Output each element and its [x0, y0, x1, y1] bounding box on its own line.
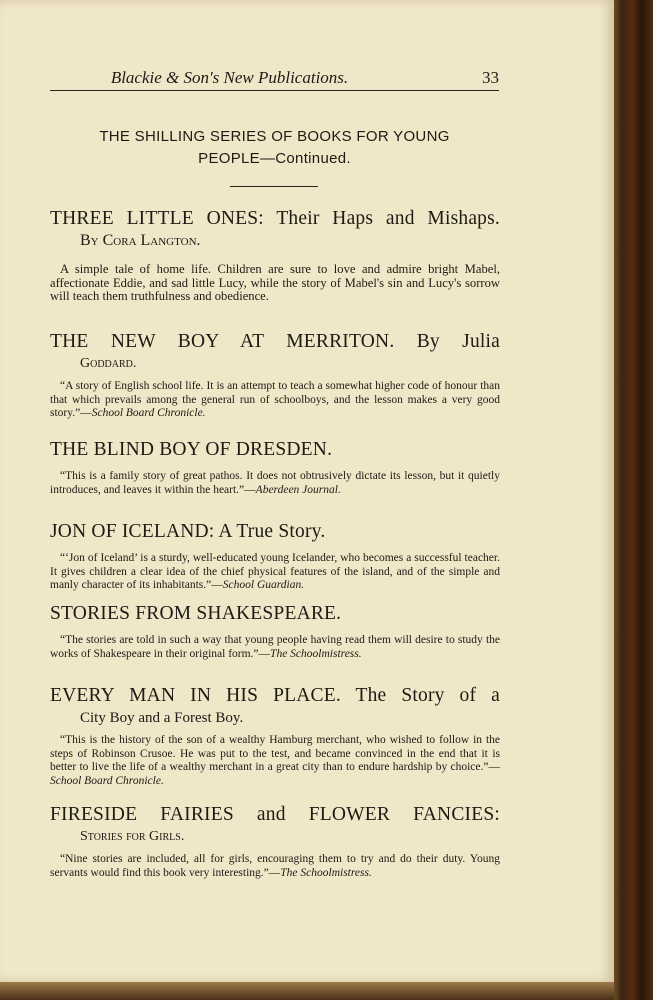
book-title: JON OF ICELAND: A True Story.: [50, 521, 326, 542]
section-divider: [230, 186, 318, 187]
review-source: The Schoolmistress.: [280, 866, 372, 879]
page-header: [50, 68, 499, 91]
book-description: [50, 552, 500, 593]
description-text: “Nine stories are included, all for girls, encouraging them to try and do their duty. Young servants would find this book very interesting.”—: [50, 853, 500, 879]
book-entry: [50, 602, 500, 661]
book-spine: [614, 0, 653, 1000]
review-source: Aberdeen Journal.: [255, 483, 341, 496]
book-title: THE BLIND BOY OF DRESDEN.: [50, 439, 333, 460]
book-title: FIRESIDE FAIRIES and FLOWER FANCIES:: [50, 804, 500, 825]
page-number: 33: [482, 68, 499, 87]
book-entry: [50, 438, 500, 497]
running-head: Blackie & Son's New Publications.: [110, 68, 349, 87]
book-entry: [50, 330, 500, 421]
book-description: [50, 734, 500, 788]
book-entry: [50, 684, 500, 788]
description-text: “This is a family story of great pathos. It does not obtrusively dictate its lesson, but it quietly introduces, and leaves it within the heart.”—: [50, 470, 500, 496]
book-author: By Cora Langton.: [80, 232, 201, 249]
book-description: [50, 470, 500, 497]
book-description: [50, 380, 500, 421]
book-title: STORIES FROM SHAKESPEARE.: [50, 603, 342, 624]
book-title: THREE LITTLE ONES: Their Haps and Mishaps.: [50, 208, 500, 229]
book-description: [50, 263, 500, 304]
series-title-line-2: PEOPLE—Continued.: [198, 150, 351, 167]
description-text: “This is the history of the son of a wealthy Hamburg merchant, who wished to follow in the steps of Robinson Crusoe. He was put to the test, and became convinced in the end that it is better to live the life of a wealthy merchant in a great city than to endure hardship by choice.”—: [50, 734, 500, 773]
review-source: School Board Chronicle.: [91, 407, 206, 419]
description-text: “The stories are told in such a way that young people having read them will desire to study the works of Shakespeare in their original form.”—: [50, 634, 500, 660]
book-description: [50, 853, 500, 880]
page-bottom-edge: [0, 982, 614, 1000]
book-entry: [50, 803, 500, 880]
book-subtitle: City Boy and a Forest Boy.: [80, 710, 244, 726]
book-entry: [50, 520, 500, 593]
description-text: “‘Jon of Iceland’ is a sturdy, well-educated young Icelander, who becomes a successful teacher. It gives children a clear idea of the chief physical features of the island, and of the simple and manly character of its inhabitants.”—: [50, 552, 500, 591]
review-source: School Board Chronicle.: [50, 774, 164, 787]
book-subtitle: Stories for Girls.: [80, 829, 185, 844]
description-text: “A story of English school life. It is an attempt to teach a somewhat higher code of honour than that which prevails among the general run of schoolboys, and the lesson makes a very good story.”—: [50, 380, 500, 419]
book-entry: [50, 207, 500, 304]
book-description: [50, 634, 500, 661]
series-title-line-1: THE SHILLING SERIES OF BOOKS FOR YOUNG: [99, 128, 450, 145]
description-text: A simple tale of home life. Children are sure to love and admire bright Mabel, affectionate Eddie, and sad little Lucy, while the story of Mabel's sin and Lucy's sorrow will teach them truthfulness and obedience.: [50, 262, 500, 303]
series-title: [50, 126, 499, 170]
review-source: School Guardian.: [222, 579, 305, 591]
book-author: Goddard.: [80, 356, 137, 371]
review-source: The Schoolmistress.: [270, 647, 362, 660]
book-title: EVERY MAN IN HIS PLACE. The Story of a: [50, 685, 500, 706]
book-title: THE NEW BOY AT MERRITON. By Julia: [50, 331, 500, 352]
